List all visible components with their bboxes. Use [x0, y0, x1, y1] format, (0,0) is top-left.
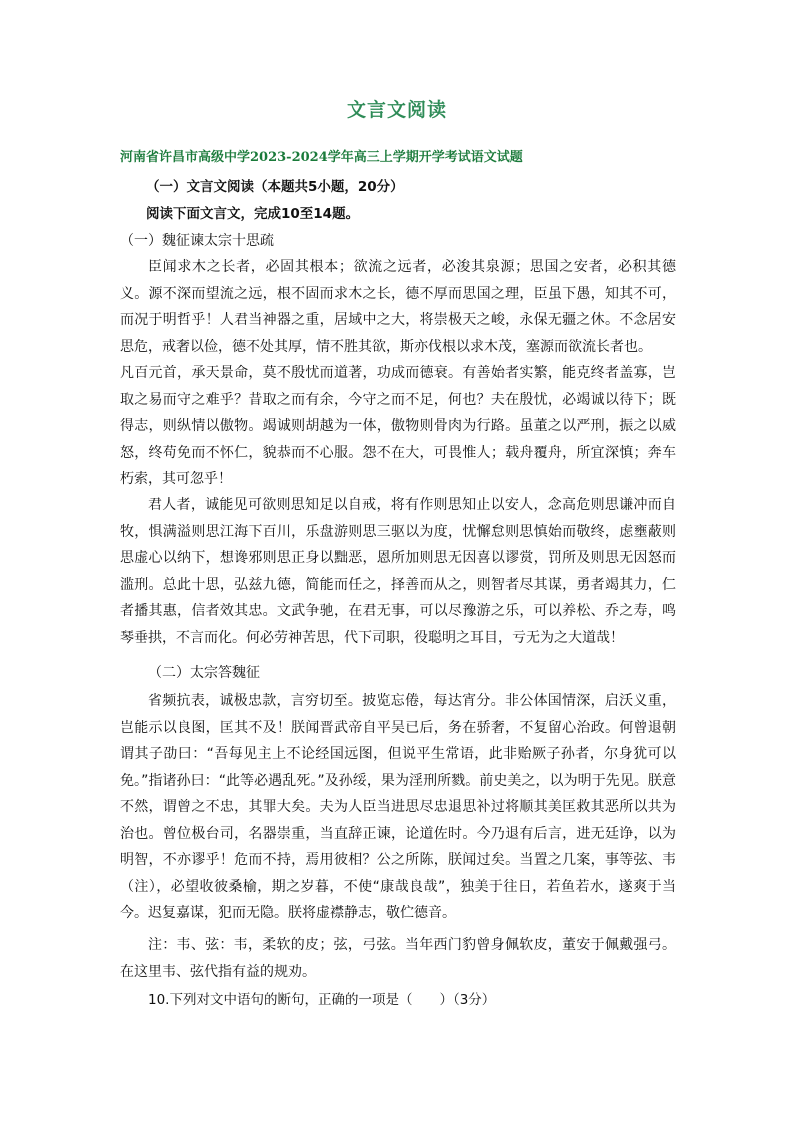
passage-paragraph-3: 君人者，诚能见可欲则思知足以自戒，将有作则思知止以安人，念高危则思谦冲而自牧，惧满溢则思江海下百川，乐盘游则思三驱以为度，忧懈怠则思慎始而敬终，虑壅蔽则思虚心以纳下，想谗邪则思正身以黜恶，恩所加则思无因喜以谬赏，罚所及则思无因怒而滥刑。总此十思，弘兹九德，简能而任之，择善而从之，则智者尽其谋，勇者竭其力，仁者播其惠，信者效其忠。文武争驰，在君无事，可以尽豫游之乐，可以养松、乔之寿，鸣琴垂拱，不言而化。何必劳神苦思，代下司职，役聪明之耳目，亏无为之大道哉！: [120, 497, 676, 646]
passage-paragraph-2: 凡百元首，承天景命，莫不殷忧而道著，功成而德衰。有善始者实繁，能克终者盖寡，岂取之易而守之难乎？昔取之而有余，今守之而不足，何也？夫在殷忧，必竭诚以待下；既得志，则纵情以傲物。竭诚则胡越为一体，傲物则骨肉为行路。虽董之以严刑，振之以威怒，终苟免而不怀仁，貌恭而不心服。怨不在大，可畏惟人；载舟覆舟，所宜深慎；奔车朽索，其可忽乎！: [120, 365, 676, 487]
passage-paragraph-4: 省频抗表，诚极忠款，言穷切至。披览忘倦，每达宵分。非公体国情深，启沃义重，岂能示以良图，匡其不及！朕闻晋武帝自平吴已后，务在骄奢，不复留心治政。何曾退朝谓其子劭曰：“吾每见主上不论经国远图，但说平生常语，此非贻厥子孙者，尔身犹可以免。”指诸孙曰：“此等必遇乱死。”及孙绥，果为淫刑所戮。前史美之，以为明于先见。朕意不然，谓曾之不忠，其罪大矣。夫为人臣当进思尽忠退思补过将顺其美匡救其恶所以共为治也。曾位极台司，名器崇重，当直辞正谏，论道佐时。今乃退有后言，进无廷诤，以为明智，不亦谬乎！危而不持，焉用彼相？公之所陈，朕闻过矣。当置之几案，事等弦、韦（注），必望收彼桑榆，期之岁暮，不使“康哉良哉”，独美于往日，若鱼若水，遂爽于当今。迟复嘉谋，犯而无隐。朕将虚襟静志，敬伫德音。: [120, 693, 676, 921]
passage-subtitle-1: （一）魏征谏太宗十思疏: [120, 233, 274, 249]
passage-subtitle-2: （二）太宗答魏征: [148, 665, 260, 681]
question-10: 10.下列对文中语句的断句，正确的一项是（ ）（3分）: [148, 992, 496, 1008]
annotation-note: 注：韦、弦：韦，柔软的皮；弦，弓弦。当年西门豹曾身佩软皮，董安于佩戴强弓。在这里韦、弦代指有益的规劝。: [120, 937, 676, 980]
page-title: 文言文阅读: [346, 99, 447, 121]
section-heading: （一）文言文阅读（本题共5小题，20分）: [146, 179, 404, 195]
reading-instruction: 阅读下面文言文，完成10至14题。: [146, 206, 360, 222]
exam-source-line: 河南省许昌市高级中学2023-2024学年高三上学期开学考试语文试题: [120, 150, 523, 165]
passage-paragraph-1: 臣闻求木之长者，必固其根本；欲流之远者，必浚其泉源；思国之安者，必积其德义。源不深而望流之远，根不固而求木之长，德不厚而思国之理，臣虽下愚，知其不可，而况于明哲乎！人君当神器之重，居域中之大，将崇极天之峻，永保无疆之休。不念居安思危，戒奢以俭，德不处其厚，情不胜其欲，斯亦伐根以求木茂，塞源而欲流长者也。: [120, 259, 676, 355]
